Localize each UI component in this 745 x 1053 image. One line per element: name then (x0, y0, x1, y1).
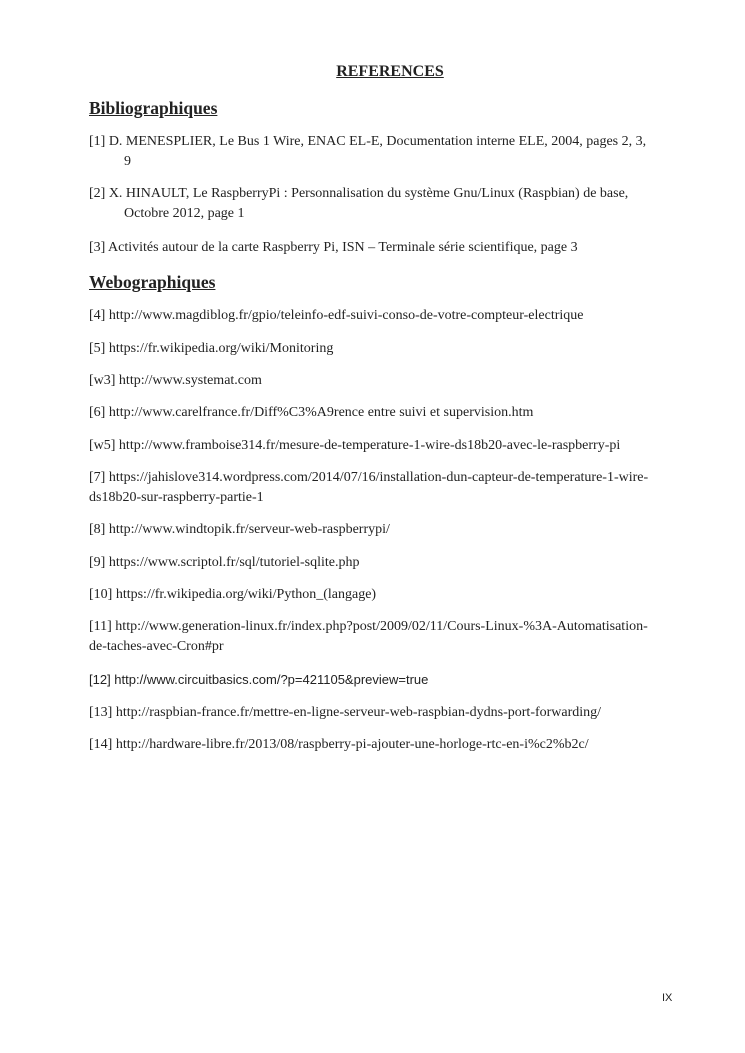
reference-item-7 (89, 468, 694, 508)
reference-line: [3] Activités autour de la carte Raspberry Pi, ISN – Terminale série scientifique, page 3 (89, 240, 578, 255)
reference-line: [w5] http://www.framboise314.fr/mesure-de-temperature-1-wire-ds18b20-avec-le-raspberry-pi (89, 438, 621, 453)
reference-continuation: ds18b20-sur-raspberry-partie-1 (89, 490, 264, 505)
reference-item-8 (89, 520, 694, 540)
page-title: REFERENCES (336, 63, 444, 80)
reference-item-5 (89, 339, 694, 359)
reference-item-14 (89, 735, 694, 755)
reference-line: [8] http://www.windtopik.fr/serveur-web-raspberrypi/ (89, 522, 390, 537)
reference-line: [10] https://fr.wikipedia.org/wiki/Python_(langage) (89, 587, 377, 602)
reference-line: [9] https://www.scriptol.fr/sql/tutoriel-sqlite.php (89, 555, 360, 570)
page-number: IX (662, 992, 673, 1004)
reference-line: [14] http://hardware-libre.fr/2013/08/raspberry-pi-ajouter-une-horloge-rtc-en-i%c2%b2c/ (89, 737, 589, 752)
reference-item-11 (89, 617, 694, 657)
reference-line: [12] http://www.circuitbasics.com/?p=421105&preview=true (89, 672, 429, 687)
reference-item-2 (89, 184, 694, 224)
reference-item-4 (89, 306, 694, 326)
reference-line: [13] http://raspbian-france.fr/mettre-en-ligne-serveur-web-raspbian-dydns-port-forwarding/ (89, 705, 602, 720)
reference-item-9 (89, 553, 694, 573)
reference-line: [1] D. MENESPLIER, Le Bus 1 Wire, ENAC EL-E, Documentation interne ELE, 2004, pages 2, 3, (89, 134, 647, 149)
reference-line: [7] https://jahislove314.wordpress.com/2014/07/16/installation-dun-capteur-de-temperature-1-wire- (89, 470, 649, 485)
reference-item-6 (89, 403, 694, 423)
section-heading-webographiques: Webographiques (89, 272, 216, 292)
reference-item-3 (89, 238, 694, 258)
reference-item-13 (89, 703, 694, 723)
reference-continuation: Octobre 2012, page 1 (124, 206, 245, 221)
reference-continuation: 9 (124, 154, 131, 169)
reference-item-10 (89, 585, 694, 605)
reference-continuation: de-taches-avec-Cron#pr (89, 639, 224, 654)
reference-item-12 (89, 670, 694, 690)
reference-line: [w3] http://www.systemat.com (89, 373, 262, 388)
section-heading-bibliographiques: Bibliographiques (89, 98, 218, 118)
reference-line: [5] https://fr.wikipedia.org/wiki/Monitoring (89, 341, 334, 356)
reference-item-w3 (89, 371, 694, 391)
reference-item-w5 (89, 436, 694, 456)
reference-item-1 (89, 132, 694, 172)
reference-line: [11] http://www.generation-linux.fr/index.php?post/2009/02/11/Cours-Linux-%3A-Automatisation- (89, 619, 648, 634)
reference-line: [6] http://www.carelfrance.fr/Diff%C3%A9rence entre suivi et supervision.htm (89, 405, 534, 420)
reference-line: [2] X. HINAULT, Le RaspberryPi : Personnalisation du système Gnu/Linux (Raspbian) de base, (89, 186, 629, 201)
reference-line: [4] http://www.magdiblog.fr/gpio/teleinfo-edf-suivi-conso-de-votre-compteur-electrique (89, 308, 584, 323)
